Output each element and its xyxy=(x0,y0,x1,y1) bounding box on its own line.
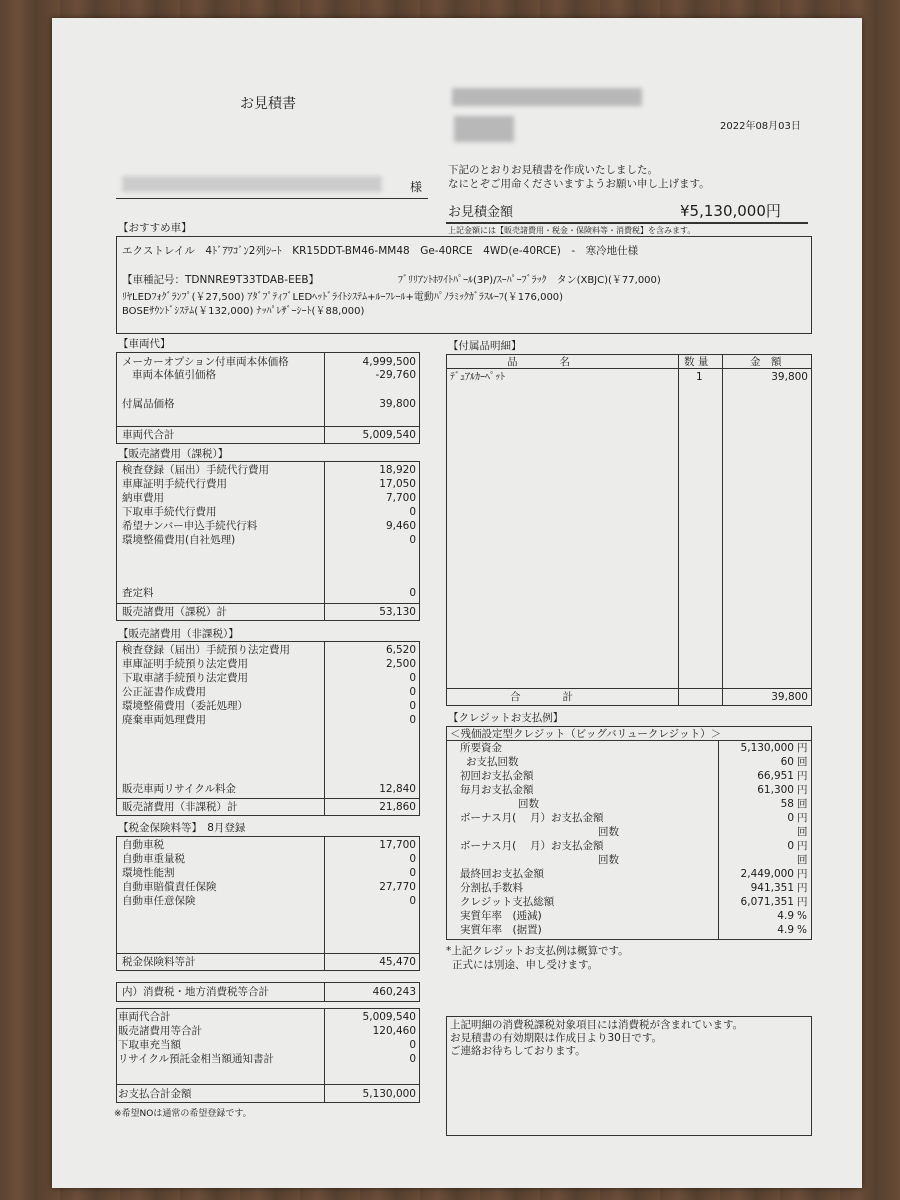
accessories-table xyxy=(446,354,812,706)
tax-row-label: 環境性能割 xyxy=(122,867,175,879)
consumption-tax-value: 460,243 xyxy=(372,986,416,998)
vehicle-row-label: 車両本体値引価格 xyxy=(132,369,216,381)
model-code: 【車種記号：TDNNRE9T33TDAB-EEB】 xyxy=(122,274,320,286)
tax-total-label: 税金保険料等計 xyxy=(122,956,196,968)
accessories-header-qty: 数 量 xyxy=(684,356,709,368)
credit-row-value: 6,071,351 xyxy=(740,896,794,908)
payment-total-value: 5,130,000 xyxy=(362,1088,416,1100)
fee-row-value: 18,920 xyxy=(379,464,416,476)
vehicle-total-label: 車両代合計 xyxy=(122,429,175,441)
credit-row-unit: 回 xyxy=(797,854,808,866)
recycle-fee-value: 12,840 xyxy=(379,783,416,795)
credit-row-value: 2,449,000 xyxy=(740,868,794,880)
fee-row-value: 9,460 xyxy=(385,520,416,532)
issue-date: 2022年08月03日 xyxy=(720,121,801,132)
credit-row-value: 4.9 xyxy=(777,910,794,922)
consumption-tax-label: 内）消費税・地方消費税等合計 xyxy=(122,986,269,998)
credit-row-value: 0 xyxy=(787,812,794,824)
credit-row-value: 941,351 xyxy=(750,882,794,894)
accessory-item-qty: 1 xyxy=(696,371,703,383)
greeting-line-2: なにとぞご用命くださいますようお願い申し上げます。 xyxy=(448,178,710,190)
fee-row-value: 0 xyxy=(409,714,416,726)
tax-row-label: 自動車重量税 xyxy=(122,853,185,865)
nontaxable-total-value: 21,860 xyxy=(379,801,416,813)
credit-row-unit: 回 xyxy=(797,756,808,768)
tax-total-value: 45,470 xyxy=(379,956,416,968)
credit-row-unit: 回 xyxy=(797,826,808,838)
fee-row-label: 下取車手続代行費用 xyxy=(122,506,217,518)
note-line-1: 上記明細の消費税課税対象項目には消費税が含まれています。 xyxy=(450,1019,744,1031)
credit-row-value: 4.9 xyxy=(777,924,794,936)
credit-row-label: 実質年率 (逓減) xyxy=(460,910,542,922)
credit-row-label: 毎月お支払金額 xyxy=(460,784,534,796)
tax-row-value: 0 xyxy=(409,867,416,879)
vehicle-row-value: 4,999,500 xyxy=(362,356,416,368)
customer-honorific: 様 xyxy=(410,180,423,194)
vehicle-total-value: 5,009,540 xyxy=(362,429,416,441)
fee-row-label: 廃棄車両処理費用 xyxy=(122,714,206,726)
credit-row-label: 回数 xyxy=(598,826,619,838)
total-label: お見積金額 xyxy=(448,205,514,220)
summary-row-value: 0 xyxy=(409,1053,416,1065)
credit-row-value: 0 xyxy=(787,840,794,852)
customer-underline xyxy=(116,198,428,199)
tax-row-value: 0 xyxy=(409,895,416,907)
tax-row-label: 自動車賠償責任保険 xyxy=(122,881,217,893)
fee-row-value: 0 xyxy=(409,506,416,518)
summary-row-value: 5,009,540 xyxy=(362,1011,416,1023)
options-line-2: BOSEｻｳﾝﾄﾞｼｽﾃﾑ(￥132,000) ﾅｯﾊﾟﾚｻﾞｰｼｰﾄ(￥88,000) xyxy=(122,306,365,317)
taxable-section-label: 【販売諸費用（課税）】 xyxy=(118,448,229,460)
tax-row-value: 0 xyxy=(409,853,416,865)
credit-row-label: ボーナス月( 月）お支払金額 xyxy=(460,840,604,852)
fee-row-value: 0 xyxy=(409,534,416,546)
taxable-total-value: 53,130 xyxy=(379,606,416,618)
assessment-fee-label: 査定料 xyxy=(122,587,154,599)
fee-row-value: 17,050 xyxy=(379,478,416,490)
fee-row-label: 車庫証明手続預り法定費用 xyxy=(122,658,248,670)
fee-row-value: 2,500 xyxy=(385,658,416,670)
credit-row-label: 回数 xyxy=(518,798,539,810)
footnote: ※希望NOは通常の希望登録です。 xyxy=(114,1109,252,1119)
fee-row-value: 7,700 xyxy=(385,492,416,504)
fee-row-label: 納車費用 xyxy=(122,492,164,504)
nontaxable-section-label: 【販売諸費用（非課税）】 xyxy=(118,628,239,640)
options-line-1: ﾘﾔLEDﾌｫｸﾞﾗﾝﾌﾟ(￥27,500) ｱﾀﾞﾌﾟﾃｨﾌﾞLEDﾍｯﾄﾞﾗｲﾄｼｽﾃﾑ+ﾙｰﾌﾚｰﾙ+電動ﾊﾟﾉﾗﾐｯｸｶﾞﾗｽﾙｰﾌ(￥176,000) xyxy=(122,292,564,303)
credit-plan-name: ＜残価設定型クレジット（ビッグバリュークレジット）＞ xyxy=(450,728,722,740)
summary-row-label: 販売諸費用等合計 xyxy=(118,1025,202,1037)
credit-row-label: 初回お支払金額 xyxy=(460,770,534,782)
greeting-line-1: 下記のとおりお見積書を作成いたしました。 xyxy=(448,164,658,176)
accessories-header-item: 品 名 xyxy=(507,356,570,368)
credit-row-unit: 円 xyxy=(797,784,808,796)
taxable-total-label: 販売諸費用（課税）計 xyxy=(122,606,227,618)
credit-row-value: 61,300 xyxy=(757,784,794,796)
vehicle-row-label: 付属品価格 xyxy=(122,398,175,410)
accessories-header-amount: 金 額 xyxy=(750,356,782,368)
credit-row-label: 実質年率 (据置) xyxy=(460,924,542,936)
credit-section-label: 【クレジットお支払例】 xyxy=(448,712,564,724)
fee-row-label: 下取車諸手続預り法定費用 xyxy=(122,672,248,684)
fee-row-value: 0 xyxy=(409,700,416,712)
credit-row-label: 最終回お支払金額 xyxy=(460,868,544,880)
accessories-section-label: 【付属品明細】 xyxy=(448,340,522,352)
fee-row-label: 環境整備費用（委託処理） xyxy=(122,700,248,712)
credit-row-unit: 回 xyxy=(797,798,808,810)
accessory-item-name: ﾃﾞｭｱﾙｶｰﾍﾟｯﾄ xyxy=(450,372,505,383)
fee-row-value: 0 xyxy=(409,672,416,684)
color-option: ﾌﾞﾘﾘｱﾝﾄﾎﾜｲﾄﾊﾟｰﾙ(3P)/ｽｰﾊﾟｰﾌﾞﾗｯｸ タン(XBJC)(￥77,000) xyxy=(398,275,661,286)
summary-row-value: 0 xyxy=(409,1039,416,1051)
vehicle-row-value: -29,760 xyxy=(375,369,416,381)
credit-row-value: 5,130,000 xyxy=(740,742,794,754)
credit-row-value: 60 xyxy=(780,756,794,768)
total-note: 上記金額には【販売諸費用・税金・保険料等・消費税】を含みます。 xyxy=(448,226,696,235)
redacted-customer-name xyxy=(122,176,382,192)
fee-row-label: 検査登録（届出）手続預り法定費用 xyxy=(122,644,290,656)
credit-row-unit: 円 xyxy=(797,840,808,852)
estimate-sheet xyxy=(52,18,862,1188)
total-amount: ¥5,130,000円 xyxy=(680,202,781,220)
accessories-total-label: 合 計 xyxy=(510,691,573,703)
fee-row-label: 検査登録（届出）手続代行費用 xyxy=(122,464,269,476)
nontaxable-total-label: 販売諸費用（非課税）計 xyxy=(122,801,238,813)
credit-row-value: 58 xyxy=(780,798,794,810)
summary-row-value: 120,460 xyxy=(372,1025,416,1037)
summary-row-label: リサイクル預託金相当額通知書計 xyxy=(118,1053,275,1065)
redacted-dealer-logo xyxy=(454,116,514,142)
credit-row-unit: 円 xyxy=(797,896,808,908)
credit-row-label: クレジット支払総額 xyxy=(460,896,555,908)
credit-row-label: お支払回数 xyxy=(466,756,519,768)
credit-note-2: 正式には別途、申し受けます。 xyxy=(452,959,599,971)
credit-row-unit: 円 xyxy=(797,868,808,880)
credit-row-label: 所要資金 xyxy=(460,742,502,754)
recycle-fee-label: 販売車両リサイクル料金 xyxy=(122,783,237,795)
assessment-fee-value: 0 xyxy=(409,587,416,599)
vehicle-row-label: メーカーオプション付車両本体価格 xyxy=(122,356,289,368)
recommended-label: 【おすすめ車】 xyxy=(118,222,192,234)
tax-row-label: 自動車税 xyxy=(122,839,164,851)
note-line-2: お見積書の有効期限は作成日より30日です。 xyxy=(450,1032,663,1044)
fee-row-label: 環境整備費用(自社処理) xyxy=(122,534,236,546)
redacted-dealer-name xyxy=(452,88,642,106)
credit-note-1: *上記クレジットお支払例は概算です。 xyxy=(446,945,629,957)
fee-row-value: 0 xyxy=(409,686,416,698)
credit-row-label: ボーナス月( 月）お支払金額 xyxy=(460,812,604,824)
vehicle-section-label: 【車両代】 xyxy=(118,338,171,350)
fee-row-label: 希望ナンバー申込手続代行料 xyxy=(122,520,258,532)
fee-row-label: 車庫証明手続代行費用 xyxy=(122,478,227,490)
tax-row-value: 27,770 xyxy=(379,881,416,893)
summary-row-label: 車両代合計 xyxy=(118,1011,171,1023)
accessories-total-value: 39,800 xyxy=(771,691,808,703)
credit-row-unit: % xyxy=(797,910,807,922)
credit-row-unit: 円 xyxy=(797,770,808,782)
credit-row-label: 回数 xyxy=(598,854,619,866)
fee-row-label: 公正証書作成費用 xyxy=(122,686,206,698)
tax-row-label: 自動車任意保険 xyxy=(122,895,196,907)
total-underline xyxy=(446,222,808,224)
tax-section-label: 【税金保険料等】 8月登録 xyxy=(118,822,246,834)
credit-row-value: 66,951 xyxy=(757,770,794,782)
summary-row-label: 下取車充当額 xyxy=(118,1039,181,1051)
model-line: エクストレイル 4ﾄﾞｱﾜｺﾞﾝ2列ｼｰﾄ KR15DDT-BM46-MM48 Ge-40RCE 4WD(e-40RCE) - 寒冷地仕様 xyxy=(122,245,639,257)
credit-row-unit: 円 xyxy=(797,882,808,894)
credit-row-unit: % xyxy=(797,924,807,936)
vehicle-row-value: 39,800 xyxy=(379,398,416,410)
fee-row-value: 6,520 xyxy=(385,644,416,656)
payment-total-label: お支払合計金額 xyxy=(118,1088,192,1100)
credit-row-label: 分割払手数料 xyxy=(460,882,523,894)
document-title: お見積書 xyxy=(240,96,296,112)
tax-row-value: 17,700 xyxy=(379,839,416,851)
credit-row-unit: 円 xyxy=(797,742,808,754)
accessory-item-amount: 39,800 xyxy=(771,371,808,383)
note-line-3: ご連絡お待ちしております。 xyxy=(450,1045,586,1057)
credit-row-unit: 円 xyxy=(797,812,808,824)
